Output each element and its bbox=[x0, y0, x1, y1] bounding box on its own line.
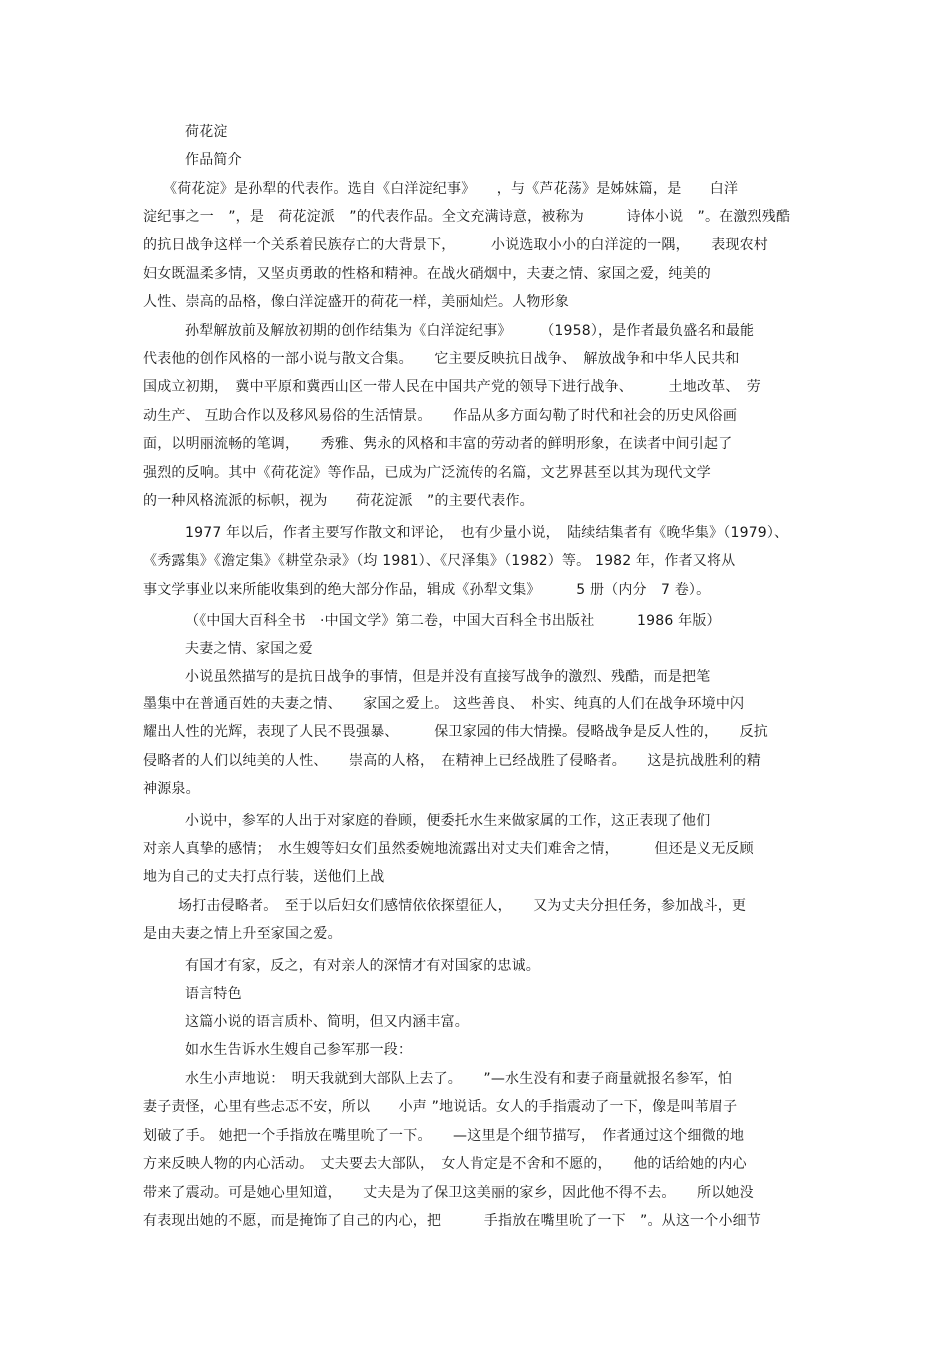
text-line: 带来了震动。可是她心里知道， 丈夫是为了保卫这美丽的家乡，因此他不得不去。 所以她没 bbox=[143, 1185, 754, 1201]
text-line: 《荷花淀》是孙犁的代表作。选自《白洋淀纪事》 ，与《芦花荡》是姊妹篇，是 白洋 bbox=[163, 181, 739, 197]
text-line: 有表现出她的不愿，而是掩饰了自己的内心，把 手指放在嘴里吮了一下 ”。从这一个小细节 bbox=[143, 1213, 762, 1229]
text-line: 强烈的反响。其中《荷花淀》等作品，已成为广泛流传的名篇，文艺界甚至以其为现代文学 bbox=[143, 465, 711, 481]
section-heading: 语言特色 bbox=[185, 986, 242, 1002]
text-line: 墨集中在普通百姓的夫妻之情、 家国之爱上。 这些善良、 朴实、纯真的人们在战争环境中闪 bbox=[143, 696, 745, 712]
text-line: 这篇小说的语言质朴、简明，但又内涵丰富。 bbox=[185, 1014, 469, 1030]
text-line: 作品简介 bbox=[185, 152, 242, 168]
text-line: 的抗日战争这样一个关系着民族存亡的大背景下， 小说选取小小的白洋淀的一隅， 表现农村 bbox=[143, 237, 768, 253]
text-line: 人性、崇高的品格，像白洋淀盛开的荷花一样，美丽灿烂。人物形象 bbox=[143, 294, 569, 310]
text-line: 代表他的创作风格的一部小说与散文合集。 它主要反映抗日战争、 解放战争和中华人民共和 bbox=[143, 351, 740, 367]
text-line: 动生产、 互助合作以及移风易俗的生活情景。 作品从多方面勾勒了时代和社会的历史风俗画 bbox=[143, 408, 738, 424]
text-line: 小说中，参军的人出于对家庭的眷顾，便委托水生来做家属的工作，这正表现了他们 bbox=[185, 813, 711, 829]
text-line: 国成立初期， 冀中平原和冀西山区一带人民在中国共产党的领导下进行战争、 土地改革、 劳 bbox=[143, 379, 761, 395]
text-line: 妇女既温柔多情，又坚贞勇敢的性格和精神。在战火硝烟中，夫妻之情、家国之爱，纯美的 bbox=[143, 266, 711, 282]
text-line: 侵略者的人们以纯美的人性、 崇高的人格， 在精神上已经战胜了侵略者。 这是抗战胜利的精 bbox=[143, 753, 761, 769]
text-line: 水生小声地说： 明天我就到大部队上去了。 ”—水生没有和妻子商量就报名参军，怕 bbox=[185, 1071, 733, 1087]
section-heading: 夫妻之情、家国之爱 bbox=[185, 641, 313, 657]
text-line: 妻子责怪，心里有些忐忑不安，所以 小声 ”地说话。女人的手指震动了一下，像是叫苇眉子 bbox=[143, 1099, 738, 1115]
text-line: 事文学事业以来所能收集到的绝大部分作品，辑成《孙犁文集》 5 册（内分 7 卷）。 bbox=[143, 582, 711, 598]
text-line: 对亲人真挚的感情； 水生嫂等妇女们虽然委婉地流露出对丈夫们难舍之情， 但还是义无反顾 bbox=[143, 841, 754, 857]
text-line: 面，以明丽流畅的笔调， 秀雅、隽永的风格和丰富的劳动者的鲜明形象，在读者中间引起了 bbox=[143, 436, 733, 452]
text-line: 的一种风格流派的标帜，视为 荷花淀派 ”的主要代表作。 bbox=[143, 493, 534, 509]
text-line: 荷花淀 bbox=[185, 124, 228, 140]
text-line: 小说虽然描写的是抗日战争的事情，但是并没有直接写战争的激烈、残酷，而是把笔 bbox=[185, 669, 711, 685]
text-line: 淀纪事之一 ”，是 荷花淀派 ”的代表作品。全文充满诗意，被称为 诗体小说 ”。在激烈残酷 bbox=[143, 209, 791, 225]
text-line: 神源泉。 bbox=[143, 781, 200, 797]
text-line: 有国才有家，反之，有对亲人的深情才有对国家的忠诚。 bbox=[185, 958, 540, 974]
text-line: 方来反映人物的内心活动。 丈夫要去大部队， 女人肯定是不舍和不愿的， 他的话给她的内心 bbox=[143, 1156, 747, 1172]
text-line: 场打击侵略者。 至于以后妇女们感情依依探望征人， 又为丈夫分担任务，参加战斗，更 bbox=[178, 898, 747, 914]
text-line: 1977 年以后，作者主要写作散文和评论， 也有少量小说， 陆续结集者有《晚华集》（1979）、 bbox=[185, 525, 789, 541]
text-line: 《秀露集》《澹定集》《耕堂杂录》（均 1981）、《尺泽集》（1982）等。 1982 年，作者又将从 bbox=[143, 553, 736, 569]
text-line: 划破了手。 她把一个手指放在嘴里吮了一下。 —这里是个细节描写， 作者通过这个细微的地 bbox=[143, 1128, 745, 1144]
citation-line: （《中国大百科全书 ·中国文学》第二卷，中国大百科全书出版社 1986 年版） bbox=[185, 613, 721, 629]
text-line: 如水生告诉水生嫂自己参军那一段： bbox=[185, 1042, 413, 1058]
text-line: 耀出人性的光辉，表现了人民不畏强暴、 保卫家园的伟大情操。侵略战争是反人性的， 反抗 bbox=[143, 724, 768, 740]
text-line: 孙犁解放前及解放初期的创作结集为《白洋淀纪事》 （1958），是作者最负盛名和最能 bbox=[185, 323, 755, 339]
text-line: 是由夫妻之情上升至家国之爱。 bbox=[143, 926, 342, 942]
text-line: 地为自己的丈夫打点行装，送他们上战 bbox=[143, 869, 385, 885]
